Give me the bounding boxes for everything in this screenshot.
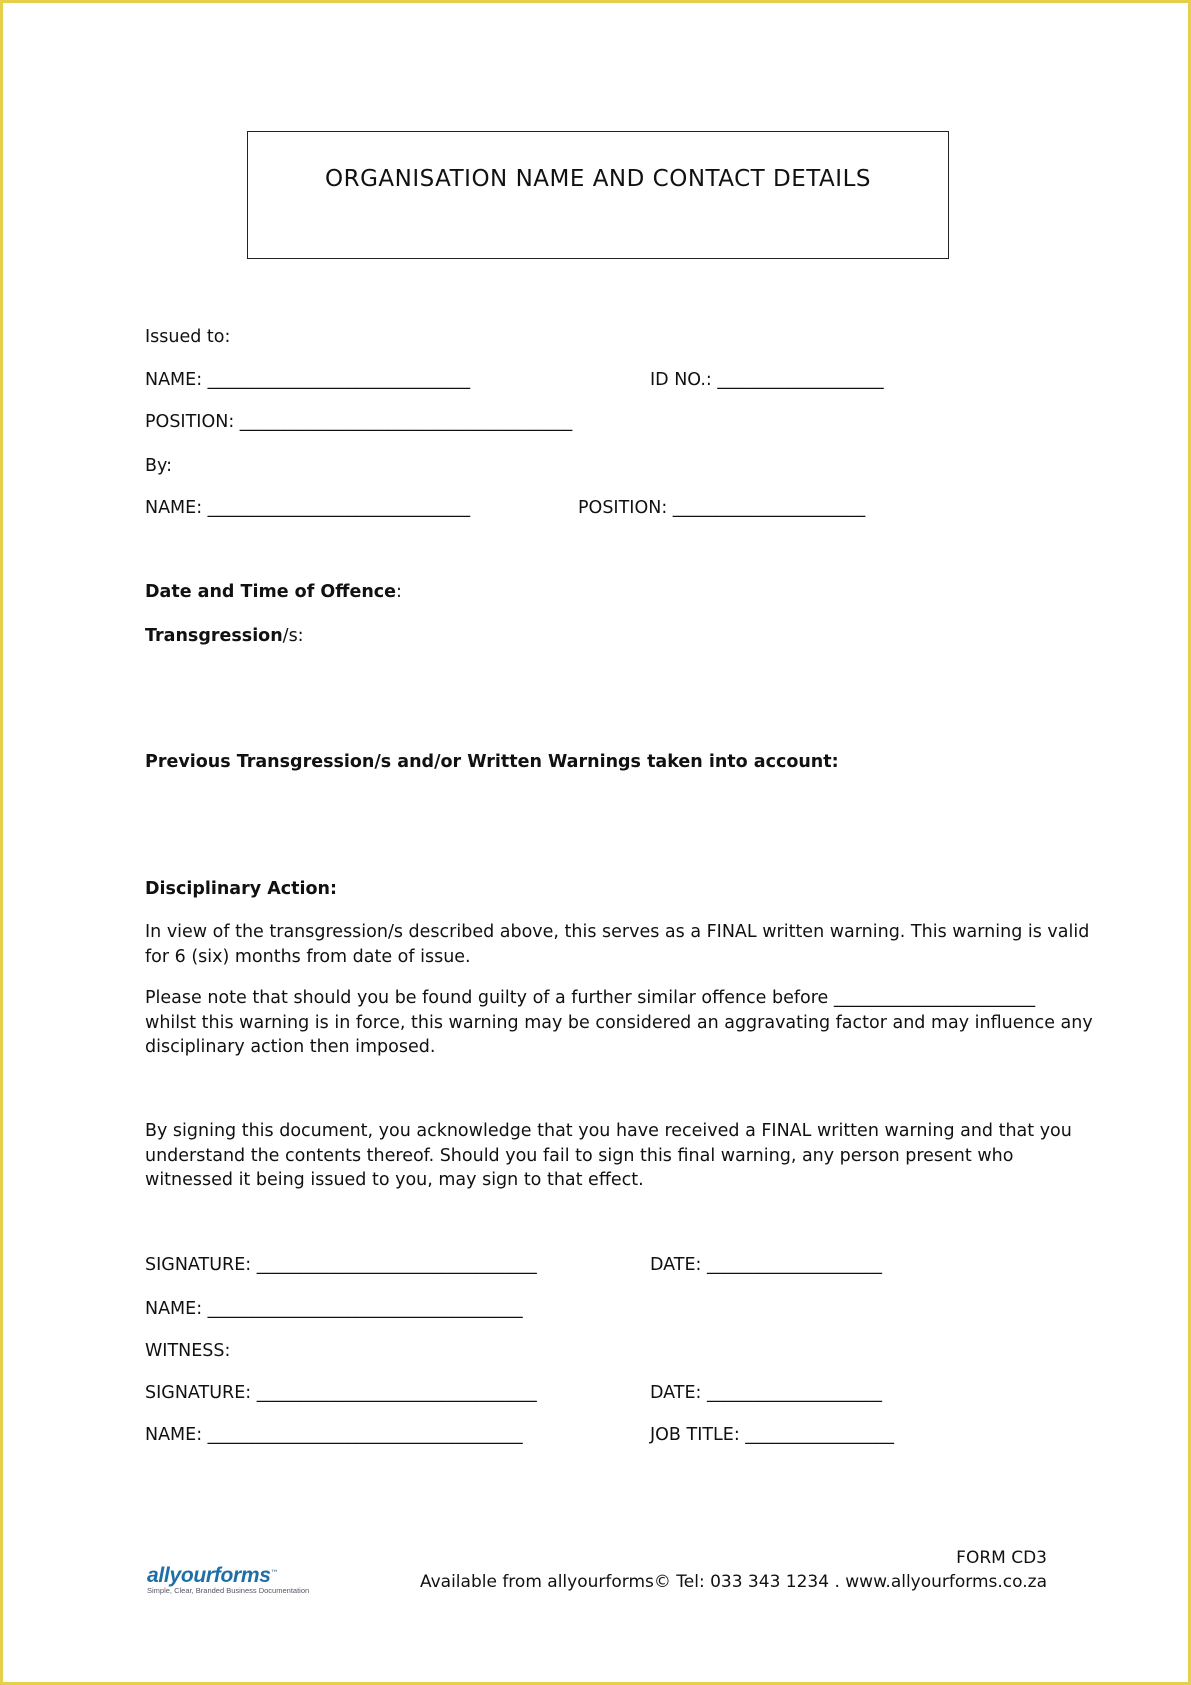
final-warning-paragraph: In view of the transgression/s described above, this serves as a FINAL written warning. This warning is valid for 6 (six) months from date of issue. bbox=[145, 922, 1090, 967]
issued-position-field[interactable]: POSITION: ______________________________________ bbox=[145, 412, 573, 432]
transgression-heading: Transgression/s: bbox=[145, 626, 304, 646]
allyourforms-logo: allyourforms™ Simple, Clear, Branded Business Documentation bbox=[147, 1564, 310, 1595]
disciplinary-action-heading: Disciplinary Action: bbox=[145, 879, 337, 899]
aggravating-factor-paragraph: Please note that should you be found guilty of a further similar offence before _______________________ whilst this warning is in force, this warning may be considered an aggravating factor and may influence any disciplinary action then imposed. bbox=[145, 988, 1093, 1057]
employee-date-field[interactable]: DATE: ____________________ bbox=[650, 1255, 882, 1275]
organisation-header-title: ORGANISATION NAME AND CONTACT DETAILS bbox=[325, 166, 871, 192]
acknowledgement-paragraph: By signing this document, you acknowledge that you have received a FINAL written warning and that you understand the contents thereof. Should you fail to sign this final warning, any person present who witnessed it being issued to you, may sign to that effect. bbox=[145, 1121, 1072, 1190]
witness-signature-field[interactable]: SIGNATURE: ________________________________ bbox=[145, 1383, 537, 1403]
by-position-field[interactable]: POSITION: ______________________ bbox=[578, 498, 866, 518]
issued-id-field[interactable]: ID NO.: ___________________ bbox=[650, 370, 884, 390]
witness-label: WITNESS: bbox=[145, 1341, 231, 1361]
footer-info bbox=[420, 1546, 1047, 1594]
by-name-field[interactable]: NAME: ______________________________ bbox=[145, 498, 471, 518]
organisation-header-box bbox=[247, 131, 949, 259]
witness-name-field[interactable]: NAME: ____________________________________ bbox=[145, 1425, 523, 1445]
form-code: FORM CD3 bbox=[956, 1548, 1047, 1568]
employee-signature-field[interactable]: SIGNATURE: ________________________________ bbox=[145, 1255, 537, 1275]
by-label: By: bbox=[145, 456, 172, 476]
witness-date-field[interactable]: DATE: ____________________ bbox=[650, 1383, 882, 1403]
previous-transgressions-heading: Previous Transgression/s and/or Written Warnings taken into account: bbox=[145, 752, 839, 772]
employee-name-field[interactable]: NAME: ____________________________________ bbox=[145, 1299, 523, 1319]
issued-name-field[interactable]: NAME: ______________________________ bbox=[145, 370, 471, 390]
issued-to-label: Issued to: bbox=[145, 327, 231, 347]
date-time-offence-heading: Date and Time of Offence: bbox=[145, 582, 402, 602]
logo-tagline: Simple, Clear, Branded Business Documentation bbox=[147, 1586, 310, 1595]
availability-text: Available from allyourforms© Tel: 033 343 1234 . www.allyourforms.co.za bbox=[419, 1572, 1047, 1592]
witness-job-title-field[interactable]: JOB TITLE: _________________ bbox=[650, 1425, 895, 1445]
